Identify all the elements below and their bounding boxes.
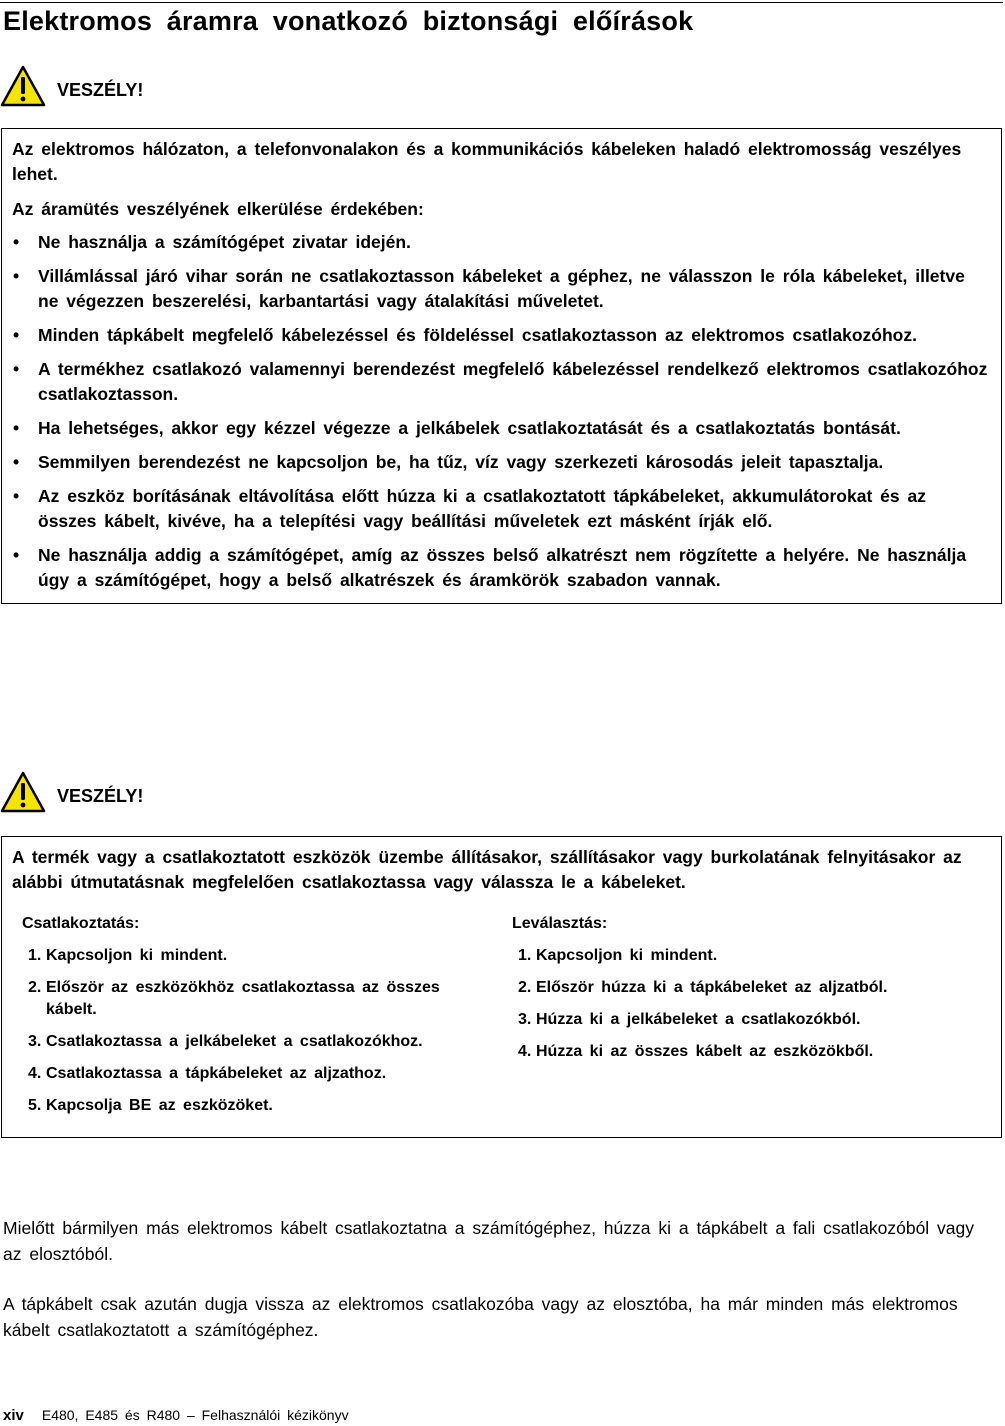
bullet-item: • Ha lehetséges, akkor egy kézzel végezze a jelkábelek csatlakoztatását és a csatlakoztatás bontását. bbox=[12, 416, 989, 441]
body-paragraph: A tápkábelt csak azután dugja vissza az elektromos csatlakozóba vagy az elosztóba, ha már minden más elektromos kábelt csatlakoztatott a számítógéphez. bbox=[3, 1294, 958, 1340]
warning-triangle-icon bbox=[0, 770, 46, 814]
bullet-item: • Minden tápkábelt megfelelő kábelezéssel és földeléssel csatlakoztasson az elektromos csatlakozóhoz. bbox=[12, 323, 989, 348]
page-footer bbox=[3, 1407, 349, 1424]
disconnect-column bbox=[512, 913, 1002, 1127]
disconnect-step: 1. Kapcsoljon ki mindent. bbox=[518, 947, 718, 964]
cabling-intro: A termék vagy a csatlakoztatott eszközök üzembe állításakor, szállításakor vagy burkolatának felnyitásakor az alábbi útmutatásnak megfelelően csatlakoztassa vagy válassza le a kábeleket. bbox=[12, 847, 962, 892]
danger-label: VESZÉLY! bbox=[57, 79, 144, 100]
bullet-item: • Ne használja a számítógépet zivatar idején. bbox=[12, 230, 989, 255]
connect-step: 1. Kapcsoljon ki mindent. bbox=[28, 947, 228, 964]
disconnect-step: 3. Húzza ki a jelkábeleket a csatlakozókból. bbox=[518, 1011, 861, 1028]
bullet-icon: • bbox=[13, 418, 20, 438]
danger-box-1 bbox=[1, 128, 1002, 604]
warning-triangle-icon bbox=[0, 64, 46, 108]
bullet-icon: • bbox=[13, 359, 20, 379]
connect-step: 2. Először az eszközökhöz csatlakoztassa az összes kábelt. bbox=[28, 979, 440, 1018]
bullet-item: • Semmilyen berendezést ne kapcsoljon be, ha tűz, víz vagy szerkezeti károsodás jeleit tapasztalja. bbox=[12, 450, 989, 475]
cabling-columns bbox=[12, 913, 989, 1127]
disconnect-steps bbox=[512, 945, 1002, 1063]
safety-bullet-list bbox=[12, 230, 989, 593]
bullet-icon: • bbox=[13, 452, 20, 472]
connect-step: 4. Csatlakoztassa a tápkábeleket az aljzathoz. bbox=[28, 1065, 387, 1082]
danger-lead: Az áramütés veszélyének elkerülése érdekében: bbox=[12, 199, 424, 219]
disconnect-step: 2. Először húzza ki a tápkábeleket az aljzatból. bbox=[518, 979, 888, 996]
bullet-item: • Villámlással járó vihar során ne csatlakoztasson kábeleket a géphez, ne válasszon le róla kábeleket, illetve ne végezzen beszerelési, karbantartási vagy átalakítási műveletet. bbox=[13, 266, 965, 311]
bullet-icon: • bbox=[13, 545, 20, 565]
page-number: xiv bbox=[3, 1407, 24, 1424]
connect-column bbox=[22, 913, 512, 1127]
bullet-icon: • bbox=[13, 486, 20, 506]
disconnect-step: 4. Húzza ki az összes kábelt az eszközökből. bbox=[518, 1043, 874, 1060]
disconnect-title: Leválasztás: bbox=[512, 915, 608, 932]
bullet-icon: • bbox=[13, 325, 20, 345]
footer-doc-title: E480, E485 és R480 – Felhasználói kézikönyv bbox=[41, 1407, 349, 1423]
danger-heading-2 bbox=[0, 768, 143, 816]
page-title: Elektromos áramra vonatkozó biztonsági előírások bbox=[3, 6, 694, 36]
bullet-item: • A termékhez csatlakozó valamennyi berendezést megfelelő kábelezéssel rendelkező elektromos csatlakozóhoz csatlakoztasson. bbox=[13, 359, 988, 404]
danger-label: VESZÉLY! bbox=[57, 785, 144, 806]
bullet-icon: • bbox=[13, 266, 20, 286]
bullet-icon: • bbox=[13, 232, 20, 252]
body-paragraph: Mielőtt bármilyen más elektromos kábelt csatlakoztatna a számítógéphez, húzza ki a tápkábelt a fali csatlakozóból vagy az elosztóból. bbox=[3, 1218, 975, 1264]
bullet-item: • Ne használja addig a számítógépet, amíg az összes belső alkatrészt nem rögzítette a helyére. Ne használja úgy a számítógépet, hogy a belső alkatrészek és áramkörök szabadon vannak. bbox=[13, 545, 967, 590]
connect-title: Csatlakoztatás: bbox=[22, 915, 140, 932]
connect-step: 5. Kapcsolja BE az eszközöket. bbox=[28, 1097, 273, 1114]
connect-step: 3. Csatlakoztassa a jelkábeleket a csatlakozókhoz. bbox=[28, 1033, 423, 1050]
danger-intro: Az elektromos hálózaton, a telefonvonalakon és a kommunikációs kábeleken haladó elektromosság veszélyes lehet. bbox=[12, 139, 962, 184]
top-rule bbox=[0, 2, 1003, 3]
danger-heading-1 bbox=[0, 62, 143, 110]
connect-steps bbox=[22, 945, 512, 1117]
bullet-item: • Az eszköz borításának eltávolítása előtt húzza ki a csatlakoztatott tápkábeleket, akkumulátorokat és az összes kábelt, kivéve, ha a telepítési vagy beállítási műveletek ezt másként írják elő. bbox=[13, 486, 926, 531]
danger-box-2 bbox=[1, 836, 1002, 1138]
